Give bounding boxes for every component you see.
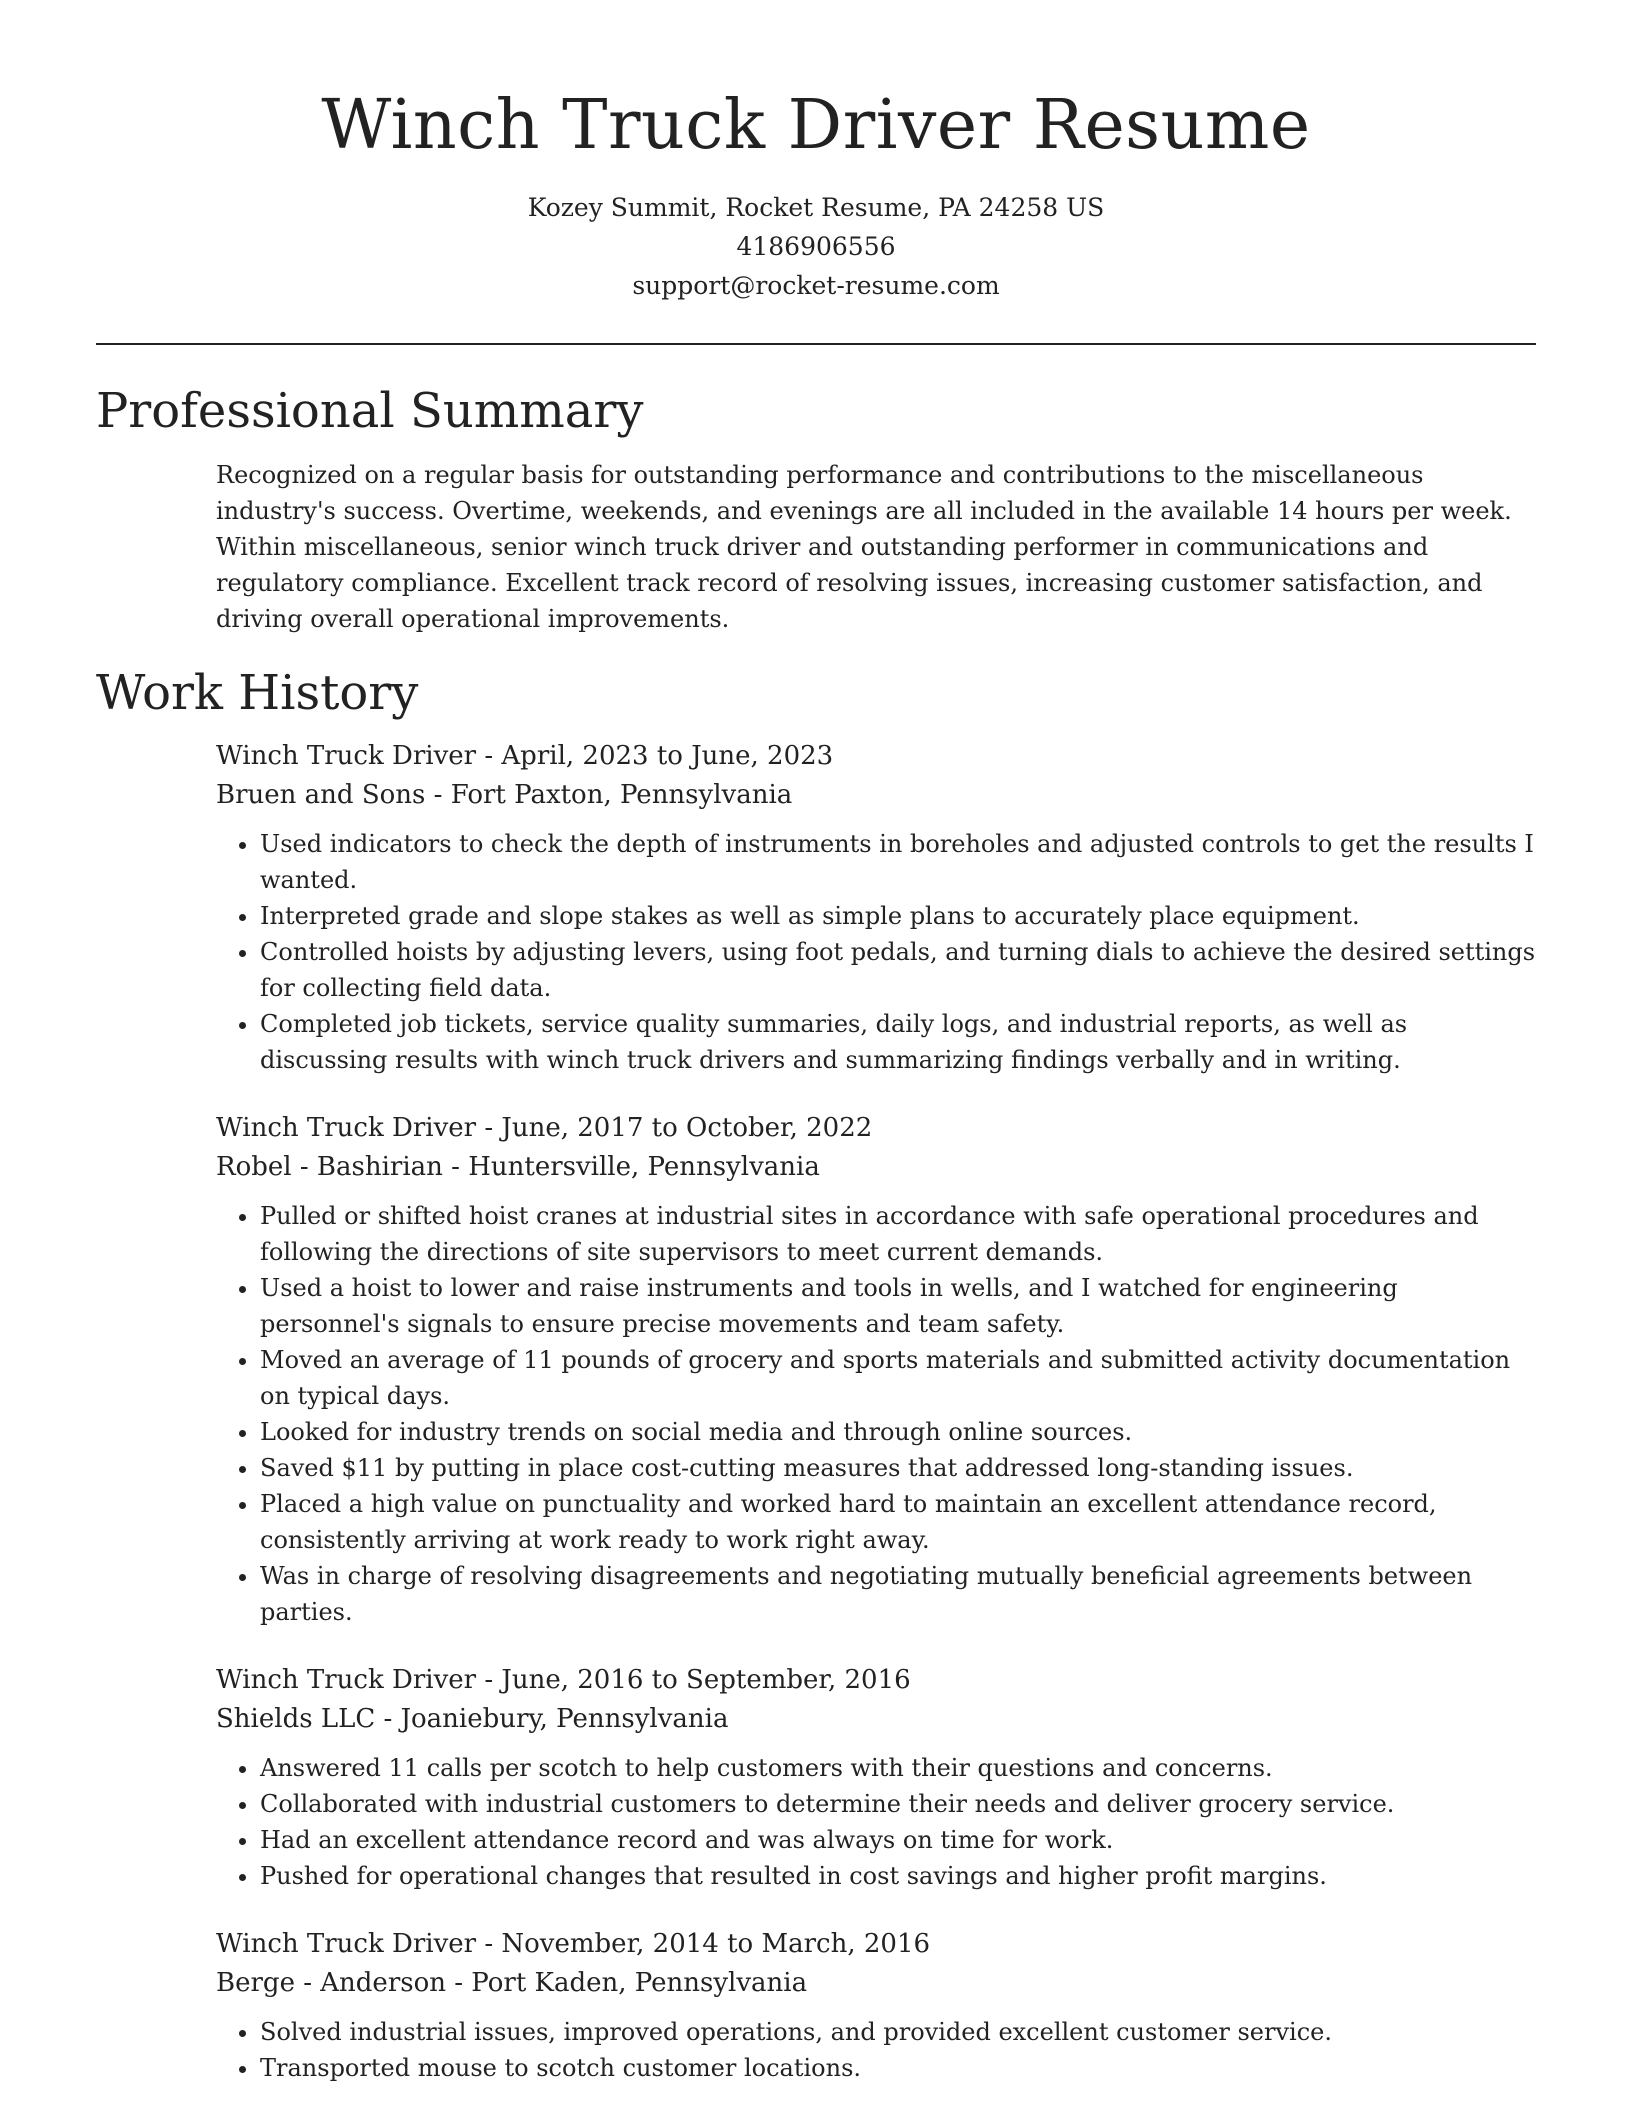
summary-heading: Professional Summary — [96, 383, 644, 439]
duty-item: • Interpreted grade and slope stakes as well as simple plans to accurately place equipment. — [260, 898, 1536, 934]
duty-item: • Saved $11 by putting in place cost-cutting measures that addressed long-standing issues. — [260, 1450, 1536, 1486]
job-title-line: Winch Truck Driver - June, 2016 to September, 2016 — [216, 1665, 911, 1695]
duty-item: • Pulled or shifted hoist cranes at industrial sites in accordance with safe operational procedures and following the directions of site supervisors to meet current demands. — [260, 1198, 1536, 1270]
job-duties-list — [216, 1750, 1536, 1894]
duty-item: • Moved an average of 11 pounds of grocery and sports materials and submitted activity documentation on typical days. — [260, 1342, 1536, 1414]
job-company-line: Robel - Bashirian - Huntersville, Pennsylvania — [216, 1152, 820, 1182]
summary-section — [96, 381, 1536, 637]
duty-item: • Used indicators to check the depth of instruments in boreholes and adjusted controls to get the results I wanted. — [260, 826, 1536, 898]
job-duties-list — [216, 2014, 1536, 2086]
job-company-line: Bruen and Sons - Fort Paxton, Pennsylvania — [216, 780, 793, 810]
work-history-section — [96, 663, 1536, 2086]
contact-info — [96, 188, 1536, 305]
duty-item: • Controlled hoists by adjusting levers, using foot pedals, and turning dials to achieve the desired settings for collecting field data. — [260, 934, 1536, 1006]
job-company-line: Shields LLC - Joaniebury, Pennsylvania — [216, 1704, 729, 1734]
job-company-line: Berge - Anderson - Port Kaden, Pennsylvania — [216, 1968, 808, 1998]
duty-item: • Pushed for operational changes that resulted in cost savings and higher profit margins. — [260, 1858, 1536, 1894]
resume-header — [96, 0, 1536, 305]
duty-item: • Answered 11 calls per scotch to help customers with their questions and concerns. — [260, 1750, 1536, 1786]
duty-item: • Collaborated with industrial customers to determine their needs and deliver grocery service. — [260, 1786, 1536, 1822]
job-entry — [216, 1109, 1536, 1630]
duty-item: • Transported mouse to scotch customer locations. — [260, 2050, 1536, 2086]
job-duties-list — [216, 1198, 1536, 1630]
contact-phone: 4186906556 — [736, 232, 896, 261]
duty-item: • Used a hoist to lower and raise instruments and tools in wells, and I watched for engineering personnel's signals to ensure precise movements and team safety. — [260, 1270, 1536, 1342]
contact-email: support@rocket-resume.com — [632, 271, 1000, 300]
job-entry — [216, 1661, 1536, 1894]
job-entry — [216, 1925, 1536, 2086]
job-title-line: Winch Truck Driver - June, 2017 to October, 2022 — [216, 1113, 873, 1143]
job-duties-list — [216, 826, 1536, 1078]
duty-item: • Looked for industry trends on social media and through online sources. — [260, 1414, 1536, 1450]
job-entry — [216, 737, 1536, 1078]
job-title-line: Winch Truck Driver - April, 2023 to June, 2023 — [216, 741, 834, 771]
duty-item: • Solved industrial issues, improved operations, and provided excellent customer service. — [260, 2014, 1536, 2050]
duty-item: • Had an excellent attendance record and was always on time for work. — [260, 1822, 1536, 1858]
work-history-heading: Work History — [96, 665, 419, 721]
contact-address: Kozey Summit, Rocket Resume, PA 24258 US — [527, 193, 1105, 222]
resume-page — [96, 0, 1536, 2112]
duty-item: • Placed a high value on punctuality and worked hard to maintain an excellent attendance record, consistently arriving at work ready to work right away. — [260, 1486, 1536, 1558]
header-divider — [96, 343, 1536, 345]
duty-item: • Completed job tickets, service quality summaries, daily logs, and industrial reports, as well as discussing results with winch truck drivers and summarizing findings verbally and in writing. — [260, 1006, 1536, 1078]
job-title-line: Winch Truck Driver - November, 2014 to March, 2016 — [216, 1929, 931, 1959]
duty-item: • Was in charge of resolving disagreements and negotiating mutually beneficial agreements between parties. — [260, 1558, 1536, 1630]
summary-text: Recognized on a regular basis for outstanding performance and contributions to the miscellaneous industry's success. Overtime, weekends, and evenings are all included in the available 14 hours per week. Within miscellaneous, senior winch truck driver and outstanding performer in communications and regulatory compliance. Excellent track record of resolving issues, increasing customer satisfaction, and driving overall operational improvements. — [216, 461, 1512, 633]
page-title: Winch Truck Driver Resume — [321, 86, 1311, 165]
